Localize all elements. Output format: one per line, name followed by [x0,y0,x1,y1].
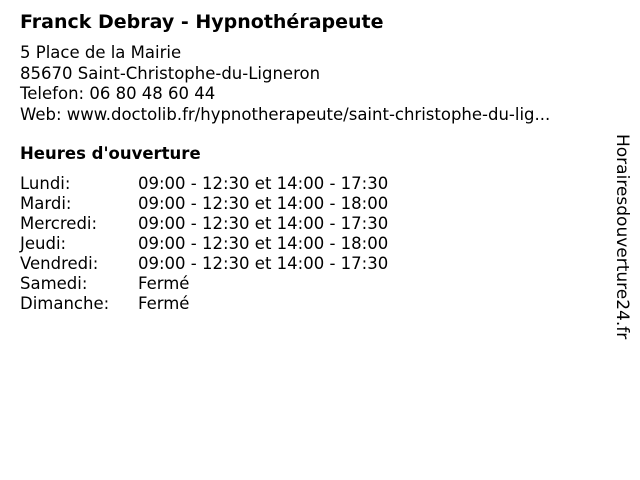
day-label: Mercredi: [20,214,98,233]
phone-number: Telefon: 06 80 48 60 44 [20,84,216,103]
opening-hours-list [20,174,388,314]
day-hours: 09:00 - 12:30 et 14:00 - 17:30 [138,254,389,273]
day-hours: 09:00 - 12:30 et 14:00 - 18:00 [138,234,389,253]
day-hours: Fermé [138,274,190,293]
day-label: Lundi: [20,174,71,193]
day-hours: 09:00 - 12:30 et 14:00 - 17:30 [138,214,389,233]
site-watermark: Horairesdouverture24.fr [612,134,632,340]
address-city: 85670 Saint-Christophe-du-Ligneron [20,63,321,83]
hours-row-thursday [20,234,388,254]
day-hours: Fermé [138,294,190,313]
website-link[interactable]: Web: www.doctolib.fr/hypnotherapeute/saint-christophe-du-lig... [20,104,551,124]
contact-info [20,43,550,125]
hours-row-wednesday [20,214,388,234]
day-label: Mardi: [20,194,72,213]
business-name: Franck Debray - Hypnothérapeute [20,11,384,33]
opening-hours-heading: Heures d'ouverture [20,144,201,163]
day-hours: 09:00 - 12:30 et 14:00 - 18:00 [138,194,389,213]
address-street: 5 Place de la Mairie [20,43,182,62]
hours-row-friday [20,254,388,274]
day-label: Vendredi: [20,254,99,273]
hours-row-saturday [20,274,388,294]
hours-row-tuesday [20,194,388,214]
hours-row-sunday [20,294,388,314]
day-label: Samedi: [20,274,88,293]
day-label: Jeudi: [20,234,67,253]
hours-row-monday [20,174,388,194]
day-label: Dimanche: [20,294,110,313]
day-hours: 09:00 - 12:30 et 14:00 - 17:30 [138,174,389,193]
